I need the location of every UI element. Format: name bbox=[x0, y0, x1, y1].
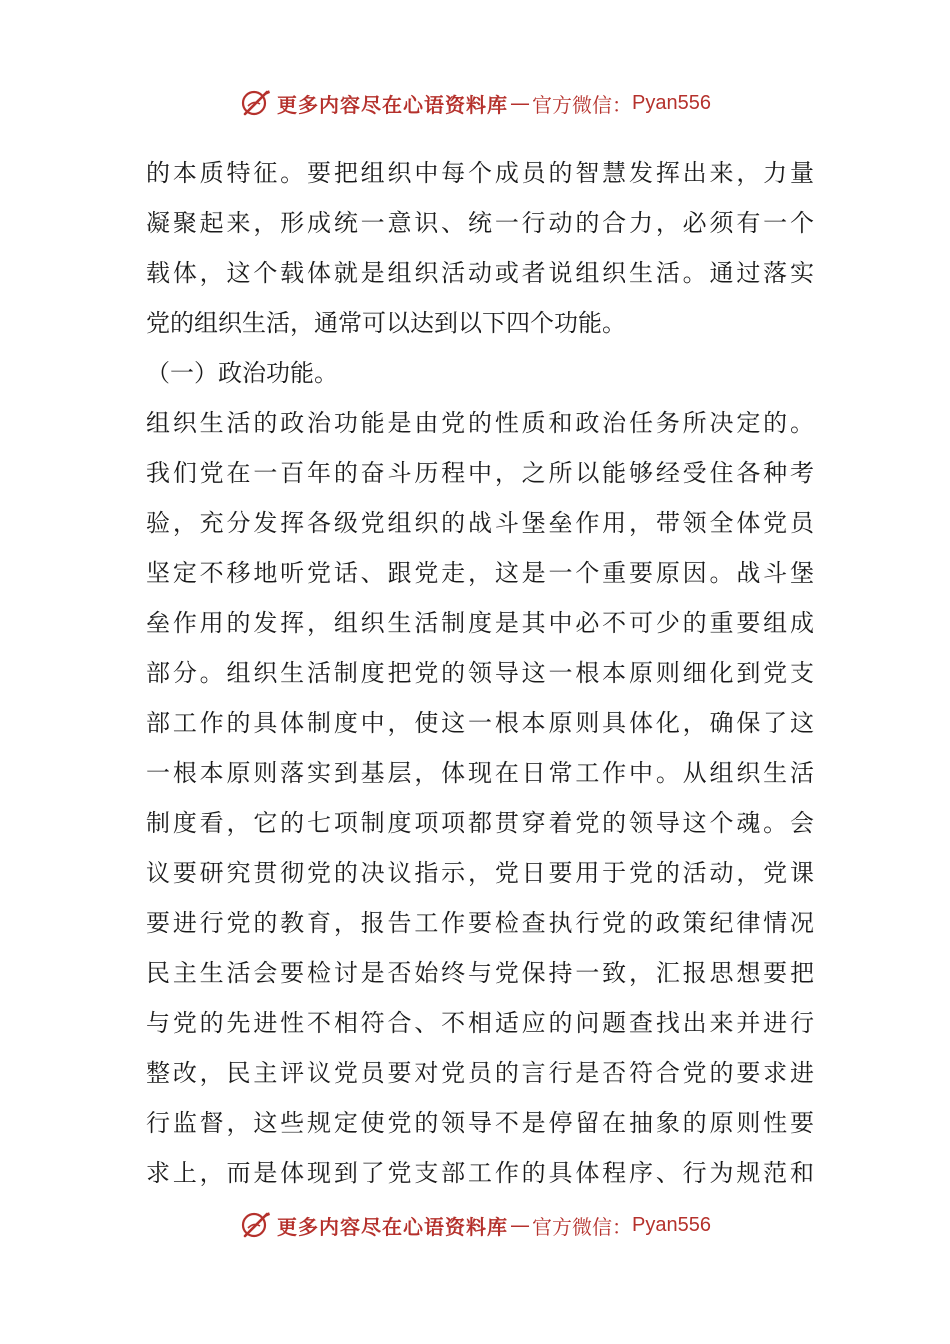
body-line: 坚定不移地听党话、跟党走，这是一个重要原因。战斗堡 bbox=[146, 559, 814, 587]
body-line: 党的组织生活，通常可以达到以下四个功能。 bbox=[146, 309, 626, 337]
watermark-suffix: 官方微信： bbox=[532, 92, 633, 117]
pen-logo-icon bbox=[239, 1210, 273, 1240]
watermark-brand: 更多内容尽在心语资料库 bbox=[277, 1214, 509, 1239]
body-line: 整改，民主评议党员要对党员的言行是否符合党的要求进 bbox=[146, 1059, 814, 1087]
body-line: 求上，而是体现到了党支部工作的具体程序、行为规范和 bbox=[146, 1159, 814, 1187]
body-line: 验，充分发挥各级党组织的战斗堡垒作用，带领全体党员 bbox=[146, 509, 814, 537]
watermark-wechat-id: Pyan556 bbox=[632, 91, 711, 114]
pen-logo-icon bbox=[239, 88, 273, 118]
body-line: 我们党在一百年的奋斗历程中，之所以能够经受住各种考 bbox=[146, 459, 814, 487]
body-line: 部工作的具体制度中，使这一根本原则具体化，确保了这 bbox=[146, 709, 814, 737]
body-line: 垒作用的发挥，组织生活制度是其中必不可少的重要组成 bbox=[146, 609, 814, 637]
watermark-suffix: 官方微信： bbox=[532, 1214, 633, 1239]
body-line: 部分。组织生活制度把党的领导这一根本原则细化到党支 bbox=[146, 659, 814, 687]
footer-watermark bbox=[0, 1210, 950, 1240]
watermark-separator: — bbox=[510, 1213, 531, 1237]
body-line: 要进行党的教育，报告工作要检查执行党的政策纪律情况 bbox=[146, 909, 814, 937]
watermark-wechat-id: Pyan556 bbox=[632, 1213, 711, 1236]
body-line: 的本质特征。要把组织中每个成员的智慧发挥出来，力量 bbox=[146, 159, 814, 187]
body-line: 民主生活会要检讨是否始终与党保持一致，汇报思想要把 bbox=[146, 959, 814, 987]
header-watermark bbox=[0, 88, 950, 118]
section-heading: （一）政治功能。 bbox=[146, 359, 338, 387]
body-line: 议要研究贯彻党的决议指示，党日要用于党的活动，党课 bbox=[146, 859, 814, 887]
body-line: 凝聚起来，形成统一意识、统一行动的合力，必须有一个 bbox=[146, 209, 814, 237]
body-line: 一根本原则落实到基层，体现在日常工作中。从组织生活 bbox=[146, 759, 814, 787]
body-line: 载体，这个载体就是组织活动或者说组织生活。通过落实 bbox=[146, 259, 814, 287]
body-line: 组织生活的政治功能是由党的性质和政治任务所决定的。 bbox=[146, 409, 814, 437]
watermark-separator: — bbox=[510, 91, 531, 115]
watermark-brand: 更多内容尽在心语资料库 bbox=[277, 92, 509, 117]
body-line: 与党的先进性不相符合、不相适应的问题查找出来并进行 bbox=[146, 1009, 814, 1037]
document-body bbox=[146, 148, 814, 1198]
body-line: 制度看，它的七项制度项项都贯穿着党的领导这个魂。会 bbox=[146, 809, 814, 837]
body-line: 行监督，这些规定使党的领导不是停留在抽象的原则性要 bbox=[146, 1109, 814, 1137]
